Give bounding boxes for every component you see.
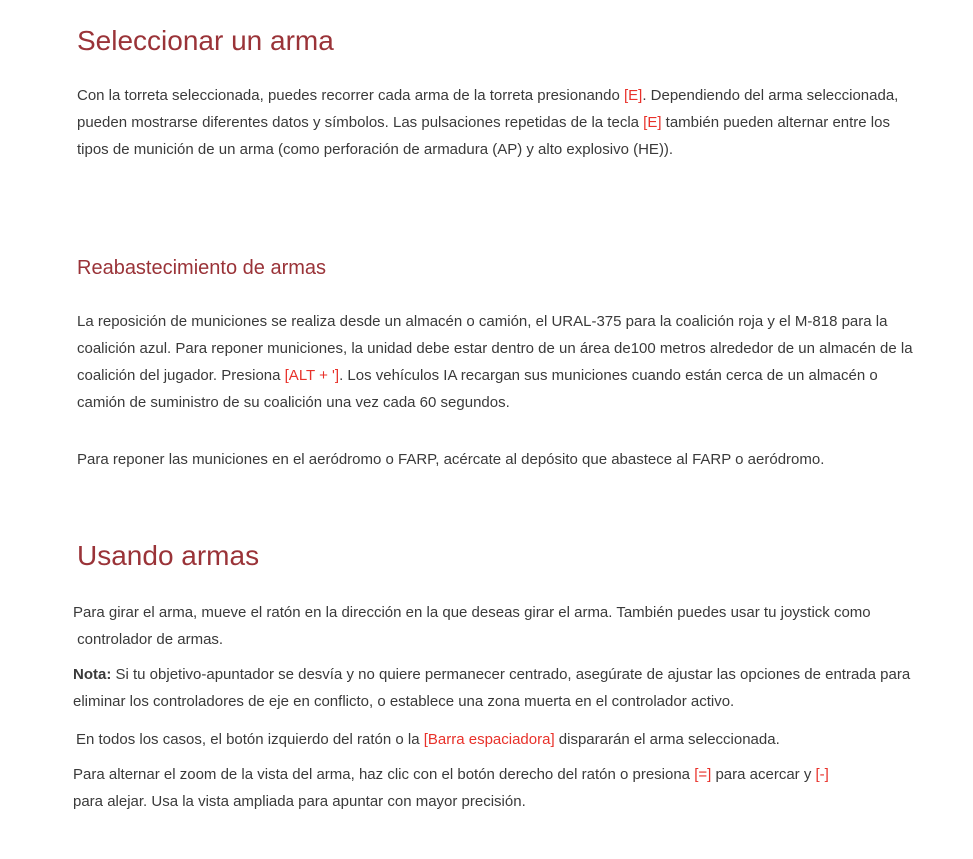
text-run: eliminar los controladores de eje en conflicto, o establece una zona muerta en el controlador activo. [73,693,735,710]
key-reference: [=] [694,766,712,783]
document-body [0,24,973,859]
text-run: camión de suministro de su coalición una vez cada 60 segundos. [77,394,510,411]
key-reference: [ALT + '] [284,367,340,384]
text-run: . Dependiendo del arma seleccionada, [642,87,899,104]
text-run: Usando armas [77,540,260,571]
key-reference: [-] [815,766,829,783]
text-line [77,136,973,163]
text-run: Con la torreta seleccionada, puedes recorrer cada arma de la torreta presionando [77,87,624,104]
para-reposicion-municiones [0,308,973,416]
text-line [77,539,973,573]
text-line [77,82,973,109]
text-run: Para reponer las municiones en el aeródromo o FARP, acércate al depósito que abastece al FARP o aeródromo. [77,451,825,468]
key-reference: [E] [623,87,643,104]
text-run: . Los vehículos IA recargan sus municiones cuando están cerca de un almacén o [339,367,878,384]
text-line [73,788,973,815]
text-line [77,308,973,335]
para-girar-arma [0,599,973,653]
text-line [77,446,973,473]
text-run: En todos los casos, el botón izquierdo del ratón o la [76,731,424,748]
text-run: La reposición de municiones se realiza desde un almacén o camión, el URAL-375 para la coalición roja y el M-818 para la [77,313,888,330]
text-run: Seleccionar un arma [77,25,334,56]
heading-seleccionar-un-arma [0,24,973,58]
para-zoom-vista [0,761,973,815]
para-reponer-aerodromo [0,446,973,473]
text-run: Para alternar el zoom de la vista del arma, haz clic con el botón derecho del ratón o presiona [73,766,695,783]
text-run: para acercar y [711,766,816,783]
para-seleccion-arma [0,82,973,163]
text-line [77,254,973,282]
text-run: también pueden alternar entre los [661,114,890,131]
text-run: pueden mostrarse diferentes datos y símbolos. Las pulsaciones repetidas de la tecla [77,114,644,131]
text-run: coalición azul. Para reponer municiones, la unidad debe estar dentro de un área de100 metros alrededor de un almacén de la [77,340,913,357]
text-line [77,109,973,136]
text-line [77,362,973,389]
heading-reabastecimiento [0,254,973,282]
text-run: Reabastecimiento de armas [77,257,327,279]
para-disparo [0,726,973,753]
text-run: tipos de munición de un arma (como perforación de armadura (AP) y alto explosivo (HE)). [77,141,674,158]
text-line [73,626,973,653]
text-run: coalición del jugador. Presiona [77,367,285,384]
text-run: para alejar. Usa la vista ampliada para apuntar con mayor precisión. [73,793,526,810]
key-reference: [E] [643,114,662,131]
bold-label: Nota: [73,666,112,683]
text-line [73,761,973,788]
key-reference: [Barra espaciadora] [423,731,555,748]
text-line [77,389,973,416]
text-line [73,688,973,715]
text-line [76,726,973,753]
text-run: controlador de armas. [73,631,224,648]
heading-usando-armas [0,539,973,573]
text-run: Para girar el arma, mueve el ratón en la dirección en la que deseas girar el arma. También puedes usar tu joystick como [73,604,871,621]
text-line [73,599,973,626]
text-run: dispararán el arma seleccionada. [554,731,780,748]
text-run: Si tu objetivo-apuntador se desvía y no quiere permanecer centrado, asegúrate de ajustar las opciones de entrada para [111,666,911,683]
text-line [77,335,973,362]
text-line [77,24,973,58]
text-line [73,661,973,688]
para-nota-apuntador [0,661,973,715]
